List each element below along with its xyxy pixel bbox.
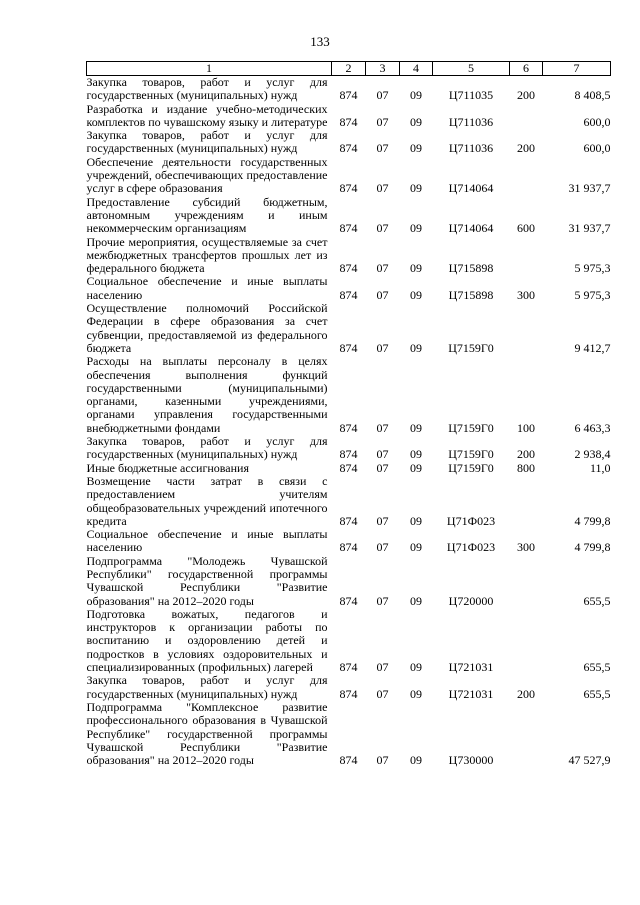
- row-section-code: 07: [376, 141, 389, 156]
- row-target-article: Ц714064: [448, 181, 494, 196]
- row-amount: 2 938,4: [574, 447, 611, 462]
- table-row: [87, 355, 611, 435]
- row-description: Закупка товаров, работ и услуг для государственных (муниципальных) нужд: [86, 75, 328, 103]
- row-target-article: Ц720000: [448, 593, 494, 608]
- row-ministry-code: 874: [339, 181, 358, 196]
- row-description: Социальное обеспечение и иные выплаты населению: [86, 527, 328, 555]
- row-ministry-code: 874: [339, 513, 358, 528]
- row-expense-type: [510, 302, 543, 355]
- row-amount: 5 975,3: [574, 261, 611, 276]
- table-row: [87, 129, 611, 156]
- table-row: [87, 76, 611, 103]
- table-row: [87, 435, 611, 462]
- row-section-code: 07: [376, 221, 389, 236]
- row-target-article: Ц711036: [448, 114, 494, 129]
- row-description: Закупка товаров, работ и услуг для государственных (муниципальных) нужд: [86, 128, 328, 156]
- table-row: [87, 196, 611, 236]
- row-expense-type: [510, 608, 543, 674]
- row-description: Социальное обеспечение и иные выплаты населению: [86, 274, 328, 302]
- row-target-article: Ц715898: [448, 261, 494, 276]
- row-target-article: Ц730000: [448, 753, 494, 768]
- row-subsection-code: 09: [410, 540, 422, 555]
- row-subsection-code: 09: [410, 181, 422, 196]
- row-section-code: 07: [376, 287, 389, 302]
- row-ministry-code: 874: [339, 540, 358, 555]
- table-row: [87, 528, 611, 555]
- row-description: Иные бюджетные ассигнования: [86, 460, 249, 475]
- row-amount: 655,5: [583, 686, 611, 701]
- row-target-article: Ц7159Г0: [448, 460, 494, 475]
- row-ministry-code: 874: [339, 114, 358, 129]
- row-ministry-code: 874: [339, 447, 358, 462]
- row-description: Обеспечение деятельности государственных учреждений, обеспечивающих предоставление услуг в сфере образования: [86, 154, 328, 196]
- header-cell: 6: [510, 62, 543, 76]
- row-expense-type: [510, 555, 543, 608]
- row-description: Закупка товаров, работ и услуг для государственных (муниципальных) нужд: [86, 673, 328, 701]
- row-ministry-code: 874: [339, 753, 358, 768]
- header-cell: 1: [87, 62, 332, 76]
- row-target-article: Ц7159Г0: [448, 340, 494, 355]
- row-section-code: 07: [376, 753, 389, 768]
- row-target-article: Ц721031: [448, 660, 494, 675]
- row-subsection-code: 09: [410, 114, 422, 129]
- budget-table: [86, 61, 611, 767]
- table-row: [87, 236, 611, 276]
- row-subsection-code: 09: [410, 221, 422, 236]
- row-section-code: 07: [376, 88, 389, 103]
- row-subsection-code: 09: [410, 447, 422, 462]
- row-section-code: 07: [376, 460, 389, 475]
- row-expense-type: [510, 156, 543, 196]
- row-ministry-code: 874: [339, 686, 358, 701]
- row-section-code: 07: [376, 447, 389, 462]
- row-target-article: Ц721031: [448, 686, 494, 701]
- table-header: [87, 62, 611, 76]
- row-amount: 4 799,8: [574, 513, 611, 528]
- row-subsection-code: 09: [410, 660, 422, 675]
- row-subsection-code: 09: [410, 287, 422, 302]
- row-description: Осуществление полномочий Российской Федерации в сфере образования за счет субвенции, предоставляемой из федерального бюджета: [86, 301, 328, 355]
- row-target-article: Ц71Ф023: [446, 540, 496, 555]
- row-description: Закупка товаров, работ и услуг для государственных (муниципальных) нужд: [86, 434, 328, 462]
- row-subsection-code: 09: [410, 460, 422, 475]
- row-ministry-code: 874: [339, 460, 358, 475]
- row-expense-type: 300: [517, 540, 535, 555]
- row-amount: 31 937,7: [568, 181, 611, 196]
- row-expense-type: [510, 236, 543, 276]
- table-row: [87, 701, 611, 767]
- table-row: [87, 475, 611, 528]
- row-expense-type: 200: [517, 686, 535, 701]
- row-subsection-code: 09: [410, 420, 422, 435]
- table-body: [87, 76, 611, 768]
- row-section-code: 07: [376, 340, 389, 355]
- row-target-article: Ц711035: [448, 88, 494, 103]
- row-ministry-code: 874: [339, 261, 358, 276]
- row-subsection-code: 09: [410, 753, 422, 768]
- row-subsection-code: 09: [410, 340, 422, 355]
- row-amount: 9 412,7: [574, 340, 611, 355]
- row-section-code: 07: [376, 513, 389, 528]
- row-section-code: 07: [376, 686, 389, 701]
- row-section-code: 07: [376, 114, 389, 129]
- row-target-article: Ц711036: [448, 141, 494, 156]
- row-description: Подпрограмма "Комплексное развитие профессионального образования в Чувашской Республике" государственной программы Чувашской Республики "Развитие образования" на 2012–2020 годы: [86, 699, 328, 768]
- page-number: 133: [310, 34, 330, 49]
- row-description: Прочие мероприятия, осуществляемые за счет межбюджетных трансфертов прошлых лет из федерального бюджета: [86, 234, 328, 276]
- row-ministry-code: 874: [339, 287, 358, 302]
- header-cell: 3: [366, 62, 400, 76]
- row-subsection-code: 09: [410, 88, 422, 103]
- row-subsection-code: 09: [410, 261, 422, 276]
- row-description: Подготовка вожатых, педагогов и инструкторов к организации работы по воспитанию и оздоровлению детей и подростков в условиях оздоровительных и специализированных (профильных) лагерей: [86, 606, 328, 675]
- row-section-code: 07: [376, 593, 389, 608]
- row-section-code: 07: [376, 181, 389, 196]
- row-subsection-code: 09: [410, 593, 422, 608]
- table-row: [87, 156, 611, 196]
- row-expense-type: 200: [517, 88, 535, 103]
- row-section-code: 07: [376, 540, 389, 555]
- row-ministry-code: 874: [339, 420, 358, 435]
- row-ministry-code: 874: [339, 141, 358, 156]
- table-row: [87, 608, 611, 674]
- row-amount: 31 937,7: [568, 221, 611, 236]
- table-row: [87, 302, 611, 355]
- row-ministry-code: 874: [339, 340, 358, 355]
- row-target-article: Ц715898: [448, 287, 494, 302]
- row-subsection-code: 09: [410, 513, 422, 528]
- row-amount: 5 975,3: [574, 287, 611, 302]
- row-expense-type: 800: [517, 460, 535, 475]
- row-target-article: Ц7159Г0: [448, 420, 494, 435]
- table-row: [87, 103, 611, 130]
- row-expense-type: [510, 701, 543, 767]
- row-ministry-code: 874: [339, 660, 358, 675]
- row-subsection-code: 09: [410, 686, 422, 701]
- row-amount: 655,5: [583, 660, 611, 675]
- row-description: Подпрограмма "Молодежь Чувашской Республики" государственной программы Чувашской Республики "Развитие образования" на 2012–2020 годы: [86, 553, 328, 608]
- row-section-code: 07: [376, 660, 389, 675]
- header-cell: 5: [433, 62, 510, 76]
- row-description: Предоставление субсидий бюджетным, автономным учреждениям и иным некоммерческим организациям: [86, 194, 328, 236]
- table-row: [87, 555, 611, 608]
- row-target-article: Ц7159Г0: [448, 447, 494, 462]
- row-description: Разработка и издание учебно-методических комплектов по чувашскому языку и литературе: [86, 101, 328, 129]
- row-amount: 6 463,3: [574, 420, 611, 435]
- row-expense-type: 200: [517, 141, 535, 156]
- row-target-article: Ц714064: [448, 221, 494, 236]
- row-amount: 8 408,5: [574, 88, 611, 103]
- row-section-code: 07: [376, 261, 389, 276]
- row-amount: 655,5: [583, 593, 611, 608]
- row-amount: 600,0: [583, 114, 611, 129]
- row-expense-type: 600: [517, 221, 535, 236]
- row-ministry-code: 874: [339, 88, 358, 103]
- header-cell: 2: [332, 62, 366, 76]
- row-target-article: Ц71Ф023: [446, 513, 496, 528]
- row-ministry-code: 874: [339, 593, 358, 608]
- row-amount: 47 527,9: [568, 753, 611, 768]
- row-amount: 4 799,8: [574, 540, 611, 555]
- table-row: [87, 674, 611, 701]
- header-cell: 7: [543, 62, 611, 76]
- row-description: Расходы на выплаты персоналу в целях обеспечения выполнения функций государственными (муниципальными) органами, казенными учреждениями, органами управления государственными внебюджетными фондами: [86, 354, 328, 435]
- row-expense-type: 300: [517, 287, 535, 302]
- row-ministry-code: 874: [339, 221, 358, 236]
- row-amount: 11,0: [589, 460, 611, 475]
- row-expense-type: 200: [517, 447, 535, 462]
- row-expense-type: 100: [517, 420, 535, 435]
- row-expense-type: [510, 103, 543, 130]
- row-description: Возмещение части затрат в связи с предоставлением учителям общеобразовательных учреждений ипотечного кредита: [86, 473, 328, 528]
- row-amount: 600,0: [583, 141, 611, 156]
- table-row: [87, 275, 611, 302]
- header-cell: 4: [400, 62, 433, 76]
- row-subsection-code: 09: [410, 141, 422, 156]
- row-expense-type: [510, 475, 543, 528]
- row-section-code: 07: [376, 420, 389, 435]
- table-row: [87, 462, 611, 475]
